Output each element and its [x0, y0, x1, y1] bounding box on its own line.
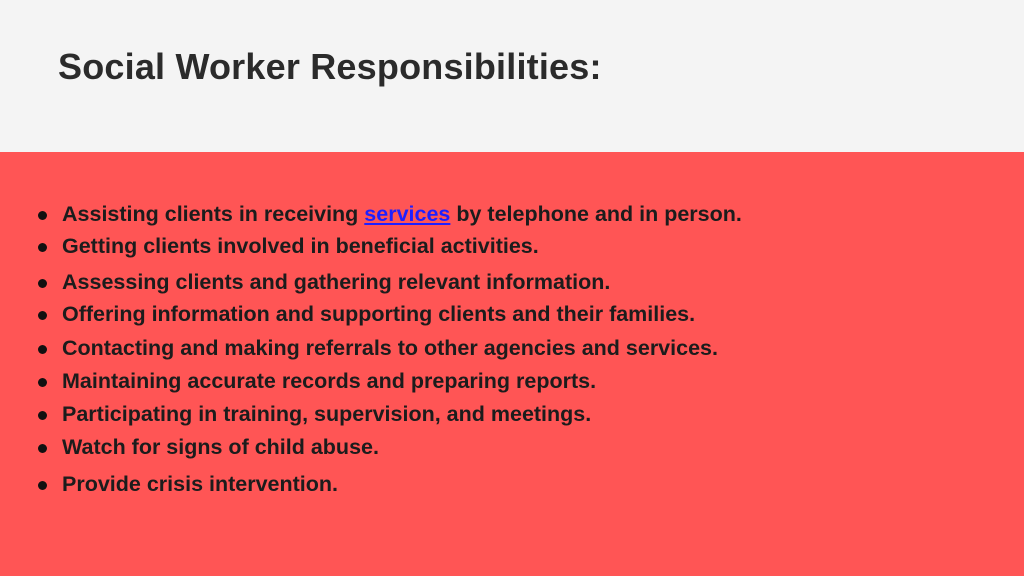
bullet-text-beneficial-activities: Getting clients involved in beneficial activities. [62, 233, 539, 258]
bullet-item-child-abuse [38, 433, 379, 461]
bullet-text-before-link: Assisting clients in receiving [62, 201, 365, 226]
bullet-item-offering-information [38, 300, 695, 328]
responsibilities-list [0, 152, 1024, 576]
bullet-item-crisis-intervention [38, 470, 338, 498]
bullet-icon [38, 444, 47, 453]
services-link[interactable]: services [364, 201, 451, 226]
bullet-icon [38, 411, 47, 420]
bullet-text-referrals: Contacting and making referrals to other agencies and services. [62, 335, 718, 360]
bullet-text-offering-information: Offering information and supporting clients and their families. [62, 301, 696, 326]
bullet-text-after-link: by telephone and in person. [450, 201, 742, 226]
slide-header [0, 0, 1024, 152]
bullet-text-assisting-clients [62, 202, 742, 227]
bullet-item-referrals [38, 334, 718, 362]
bullet-icon [38, 378, 47, 387]
bullet-text-child-abuse: Watch for signs of child abuse. [62, 434, 379, 459]
responsibilities-panel [0, 152, 1024, 576]
bullet-text-training-meetings: Participating in training, supervision, and meetings. [62, 401, 592, 426]
bullet-icon [38, 279, 47, 288]
bullet-text-records-reports: Maintaining accurate records and preparing reports. [62, 368, 597, 393]
bullet-icon [38, 211, 47, 220]
bullet-icon [38, 311, 47, 320]
bullet-text-assessing-clients: Assessing clients and gathering relevant information. [62, 269, 611, 294]
bullet-icon [38, 243, 47, 252]
bullet-icon [38, 345, 47, 354]
bullet-item-assessing-clients [38, 268, 610, 296]
slide-title: Social Worker Responsibilities: [58, 46, 602, 87]
bullet-icon [38, 481, 47, 490]
bullet-item-records-reports [38, 367, 596, 395]
bullet-text-crisis-intervention: Provide crisis intervention. [62, 471, 339, 496]
bullet-item-beneficial-activities [38, 232, 539, 260]
bullet-item-training-meetings [38, 400, 591, 428]
bullet-item-assisting-clients [38, 200, 742, 228]
